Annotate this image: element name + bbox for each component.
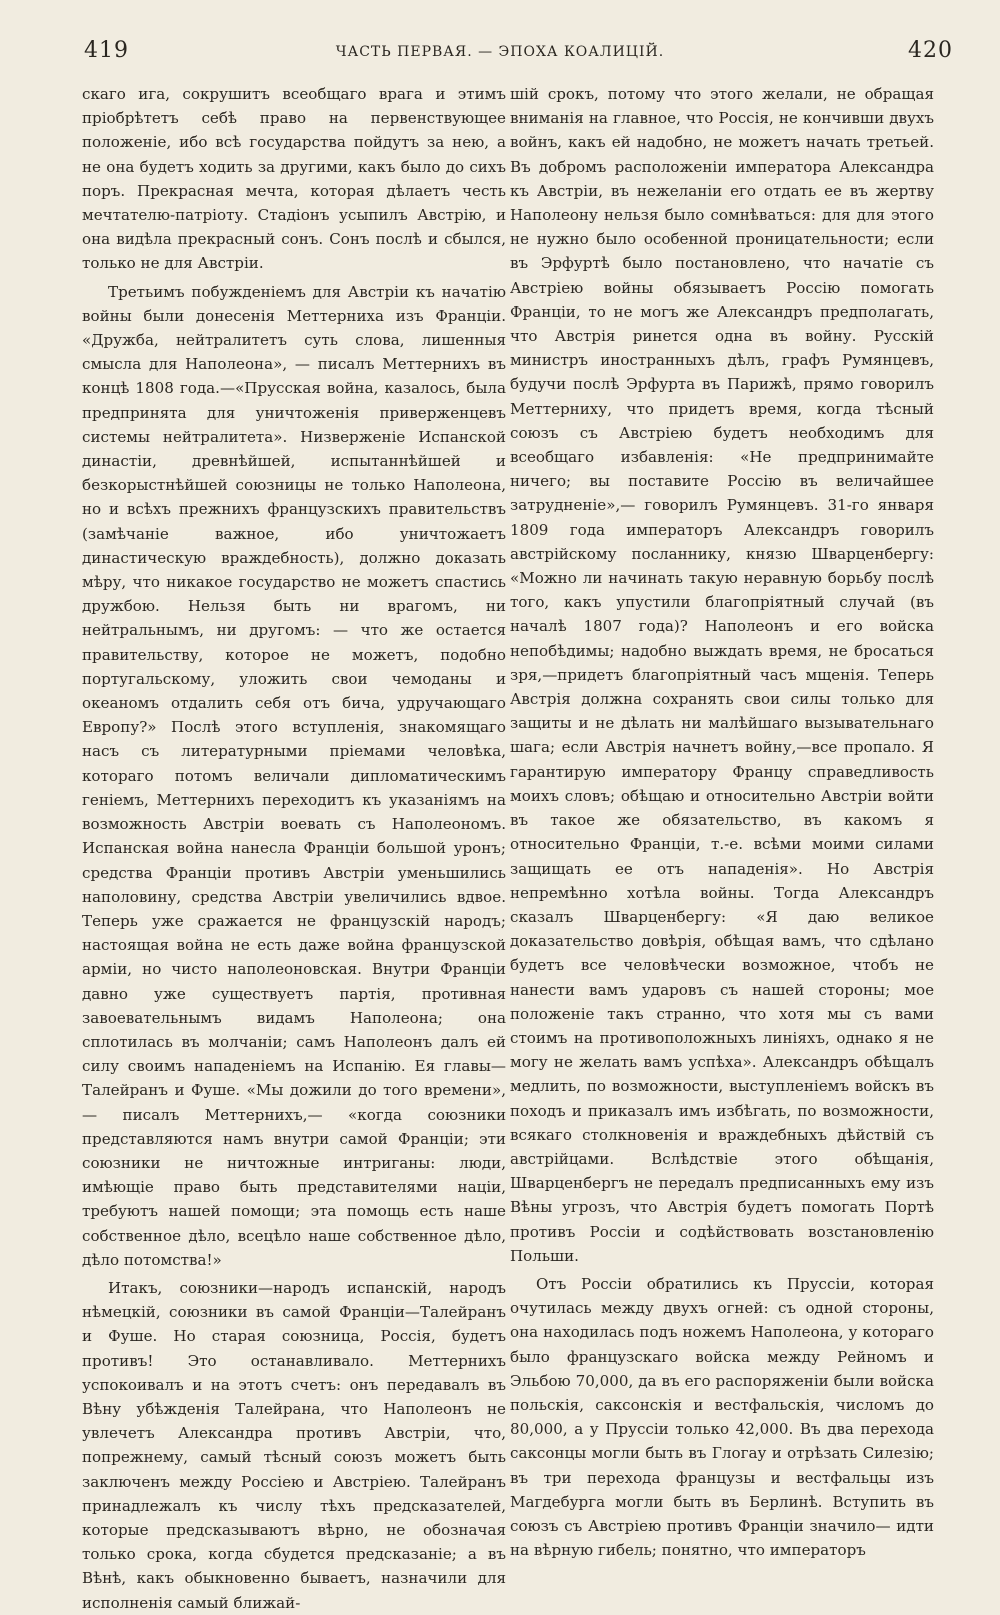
paragraph: скаго ига, сокрушитъ всеобщаго врага и этимъ пріобрѣтетъ себѣ право на первенствующее положеніе, ибо всѣ государства пойдутъ за нею, а не она будетъ ходить за другими, какъ было до сихъ поръ. Прекрасная мечта, которая дѣлаетъ честь мечтателю-патріоту. Стадіонъ усыпилъ Австрію, и она видѣла прекрасный сонъ. Сонъ послѣ и сбылся, только не для Австріи. (82, 85, 506, 273)
paragraph: Отъ Россіи обратились къ Пруссіи, которая очутилась между двухъ огней: съ одной стороны, она находилась подъ ножемъ Наполеона, у котораго было французскаго войска между Рейномъ и Эльбою 70,000, да въ его распоряженіи были войска польскія, саксонскія и вестфальскія, числомъ до 80,000, а у Пруссіи только 42,000. Въ два перехода саксонцы могли быть въ Глогау и отрѣзать Силезію; въ три перехода французы и вестфальцы изъ Магдебурга могли быть въ Берлинѣ. Вступить въ союзъ съ Австріею противъ Франціи значило— идти на вѣрную гибель; понятно, что императоръ (510, 1274, 934, 1560)
page-number-left: 419 (84, 38, 129, 63)
paragraph: шій срокъ, потому что этого желали, не обращая вниманія на главное, что Россія, не кончивши двухъ войнъ, какъ ей надобно, не можетъ начать третьей. Въ добромъ расположеніи императора Александра къ Австріи, въ нежеланіи его отдать ее въ жертву Наполеону нельзя было сомнѣваться: для для этого не нужно было особенной проницательности; если въ Эрфуртѣ было постановлено, что начатіе съ Австріею войны обязываетъ Россію помогать Франціи, то не могъ же Александръ предполагать, что Австрія ринется одна въ войну. Русскій министръ иностранныхъ дѣлъ, графъ Румянцевъ, будучи послѣ Эрфурта въ Парижѣ, прямо говорилъ Меттерниху, что придетъ время, когда тѣсный союзъ съ Австріею будетъ необходимъ для всеобщаго избавленія: «Не предпринимайте ничего; вы поставите Россію въ величайшее затрудненіе»,— говорилъ Румянцевъ. 31-го января 1809 года императоръ Александръ говорилъ австрійскому посланнику, князю Шварценбергу: «Можно ли начинать такую неравную борьбу послѣ того, какъ упустили благопріятный случай (въ началѣ 1807 года)? Наполеонъ и его войска непобѣдимы; надобно выждать время, не бросаться зря,—придетъ благопріятный часъ мщенія. Теперь Австрія должна сохранять свои силы только для защиты и не дѣлать ни малѣйшаго вызывательнаго шага; если Австрія начнетъ войну,—все пропало. Я гарантирую императору Францу справедливость моихъ словъ; обѣщаю и относительно Австріи войти въ такое же обязательство, въ какомъ я относительно Франціи, т.-е. всѣми моими силами защищать ее отъ нападенія». Но Австрія непремѣнно хотѣла войны. Тогда Александръ сказалъ Шварценбергу: «Я даю великое доказательство довѣрія, обѣщая вамъ, что сдѣлано будетъ все человѣчески возможное, чтобъ не нанести вамъ ударовъ съ нашей стороны; мое положеніе такъ странно, что хотя мы съ вами стоимъ на противоположныхъ линіяхъ, однако я не могу не желать вамъ успѣха». Александръ обѣщалъ медлить, по возможности, выступленіемъ войскъ въ походъ и приказалъ имъ избѣгать, по возможности, всякаго столкновенія и враждебныхъ дѣйствій съ австрійцами. Вслѣдствіе этого обѣщанія, Шварценбергъ не передалъ предписанныхъ ему изъ Вѣны угрозъ, что Австрія будетъ помогать Портѣ противъ Россіи и содѣйствовать возстановленію Польши. (510, 85, 934, 1265)
page-number-right: 420 (908, 38, 953, 63)
paragraph: Третьимъ побужденіемъ для Австріи къ начатію войны были донесенія Меттерниха изъ Франціи. «Дружба, нейтралитетъ суть слова, лишенныя смысла для Наполеона», — писалъ Меттернихъ въ концѣ 1808 года.—«Прусская война, казалось, была предпринята для уничтоженія приверженцевъ системы нейтралитета». Низверженіе Испанской династіи, древнѣйшей, испытаннѣйшей и безкорыстнѣйшей союзницы не только Наполеона, но и всѣхъ прежнихъ французскихъ правительствъ (замѣчаніе важное, ибо уничтожаетъ династическую враждебность), должно доказать мѣру, что никакое государство не можетъ спастись дружбою. Нельзя быть ни врагомъ, ни нейтральнымъ, ни другомъ: — что же остается правительству, которое не можетъ, подобно португальскому, уложить свои чемоданы и океаномъ отдалить себя отъ бича, удручающаго Европу?» Послѣ этого вступленія, знакомящаго насъ съ литературными пріемами человѣка, котораго потомъ величали дипломатическимъ геніемъ, Меттернихъ переходитъ къ указаніямъ на возможность Австріи воевать съ Наполеономъ. Испанская война нанесла Франціи большой уронъ; средства Франціи противъ Австріи уменьшились наполовину, средства Австріи увеличились вдвое. Теперь уже сражается не французскій народъ; настоящая война не есть даже война французской арміи, но чисто наполеоновская. Внутри Франціи давно уже существуетъ партія, противная завоевательнымъ видамъ Наполеона; она сплотилась въ молчаніи; самъ Наполеонъ далъ ей силу своимъ нападеніемъ на Испанію. Ея главы—Талейранъ и Фуше. «Мы дожили до того времени», — писалъ Меттернихъ,— «когда союзники представляются намъ внутри самой Франціи; эти союзники не ничтожные интриганы: люди, имѣющіе право быть представителями націи, требуютъ нашей помощи; эта помощь есть наше собственное дѣло, всецѣло наше собственное дѣло, дѣло потомства!» (82, 282, 506, 1269)
running-title: ЧАСТЬ ПЕРВАЯ. — ЭПОХА КОАЛИЦІЙ. (335, 44, 665, 60)
paragraph: Итакъ, союзники—народъ испанскій, народъ нѣмецкій, союзники въ самой Франціи—Талейранъ и Фуше. Но старая союзница, Россія, будетъ противъ! Это останавливало. Меттернихъ успокоивалъ и на этотъ счетъ: онъ передавалъ въ Вѣну убѣжденія Талейрана, что Наполеонъ не увлечетъ Александра противъ Австріи, что, попрежнему, самый тѣсный союзъ можетъ быть заключенъ между Россіею и Австріею. Талейранъ принадлежалъ къ числу тѣхъ предсказателей, которые предсказываютъ вѣрно, не обозначая только срока, когда сбудется предсказаніе; а въ Вѣнѣ, какъ обыкновенно бываетъ, назначили для исполненія самый ближай- (82, 1278, 506, 1612)
right-column (510, 82, 934, 1562)
page-header (0, 38, 1000, 78)
left-column (82, 82, 506, 1615)
